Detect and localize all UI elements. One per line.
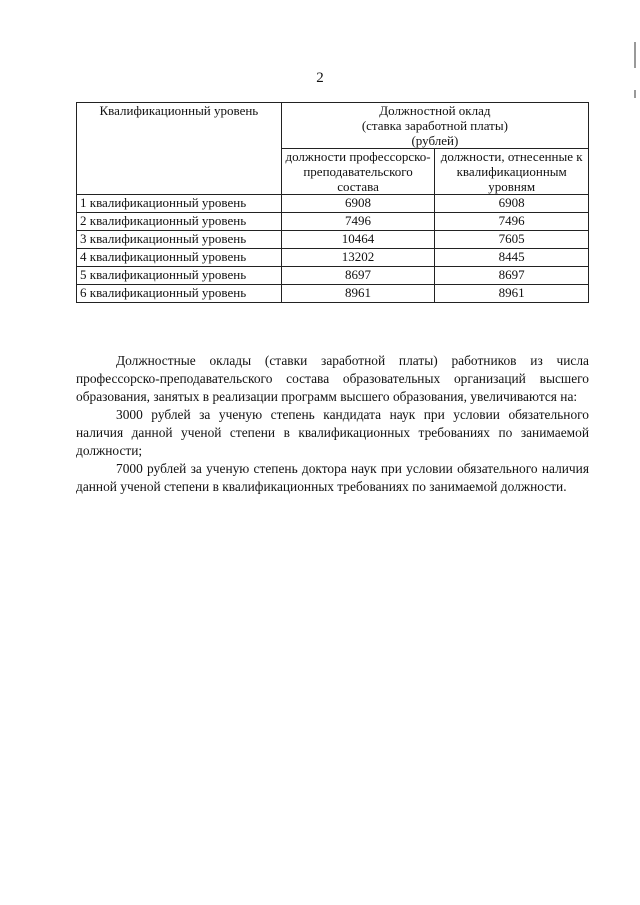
other-salary-cell: 7496 (435, 213, 589, 231)
table-row (77, 231, 589, 249)
scan-edge-mark (634, 42, 636, 68)
other-salary-cell: 8697 (435, 267, 589, 285)
other-salary-cell: 8961 (435, 285, 589, 303)
other-salary-cell: 7605 (435, 231, 589, 249)
paragraph: 7000 рублей за ученую степень доктора наук при условии обязательного наличия данной ученой степени в квалификационных требованиях по занимаемой должности. (76, 461, 589, 494)
other-salary-cell: 6908 (435, 195, 589, 213)
pps-salary-cell: 13202 (281, 249, 435, 267)
other-salary-cell: 8445 (435, 249, 589, 267)
pps-salary-cell: 8961 (281, 285, 435, 303)
oklad-header-line: (рублей) (411, 133, 459, 148)
level-cell: 5 квалификационный уровень (77, 267, 282, 285)
oklad-header-line: Должностной оклад (379, 103, 491, 118)
level-column-header: Квалификационный уровень (77, 103, 282, 195)
pps-salary-cell: 10464 (281, 231, 435, 249)
table-header-row (77, 103, 589, 149)
level-cell: 4 квалификационный уровень (77, 249, 282, 267)
table-row (77, 249, 589, 267)
pps-salary-cell: 7496 (281, 213, 435, 231)
pps-column-header: должности профессорско-преподавательского состава (281, 149, 435, 195)
paragraph: 3000 рублей за ученую степень кандидата наук при условии обязательного наличия данной ученой степени в квалификационных требованиях по занимаемой должности; (76, 407, 589, 458)
level-cell: 1 квалификационный уровень (77, 195, 282, 213)
pps-salary-cell: 6908 (281, 195, 435, 213)
salary-table (76, 102, 589, 303)
table-row (77, 195, 589, 213)
level-cell: 3 квалификационный уровень (77, 231, 282, 249)
other-column-header: должности, отнесенные к квалификационным уровням (435, 149, 589, 195)
scan-edge-mark (634, 90, 636, 98)
page-number: 2 (316, 70, 324, 86)
oklad-header-line: (ставка заработной платы) (361, 118, 508, 133)
table-row (77, 213, 589, 231)
level-cell: 2 квалификационный уровень (77, 213, 282, 231)
table-row (77, 267, 589, 285)
oklad-column-header (281, 103, 588, 149)
table-row (77, 285, 589, 303)
body-text (76, 352, 589, 496)
paragraph: Должностные оклады (ставки заработной платы) работников из числа профессорско-преподавательского состава образовательных организаций высшего образования, занятых в реализации программ высшего образования, увеличиваются на: (76, 353, 589, 404)
level-cell: 6 квалификационный уровень (77, 285, 282, 303)
pps-salary-cell: 8697 (281, 267, 435, 285)
